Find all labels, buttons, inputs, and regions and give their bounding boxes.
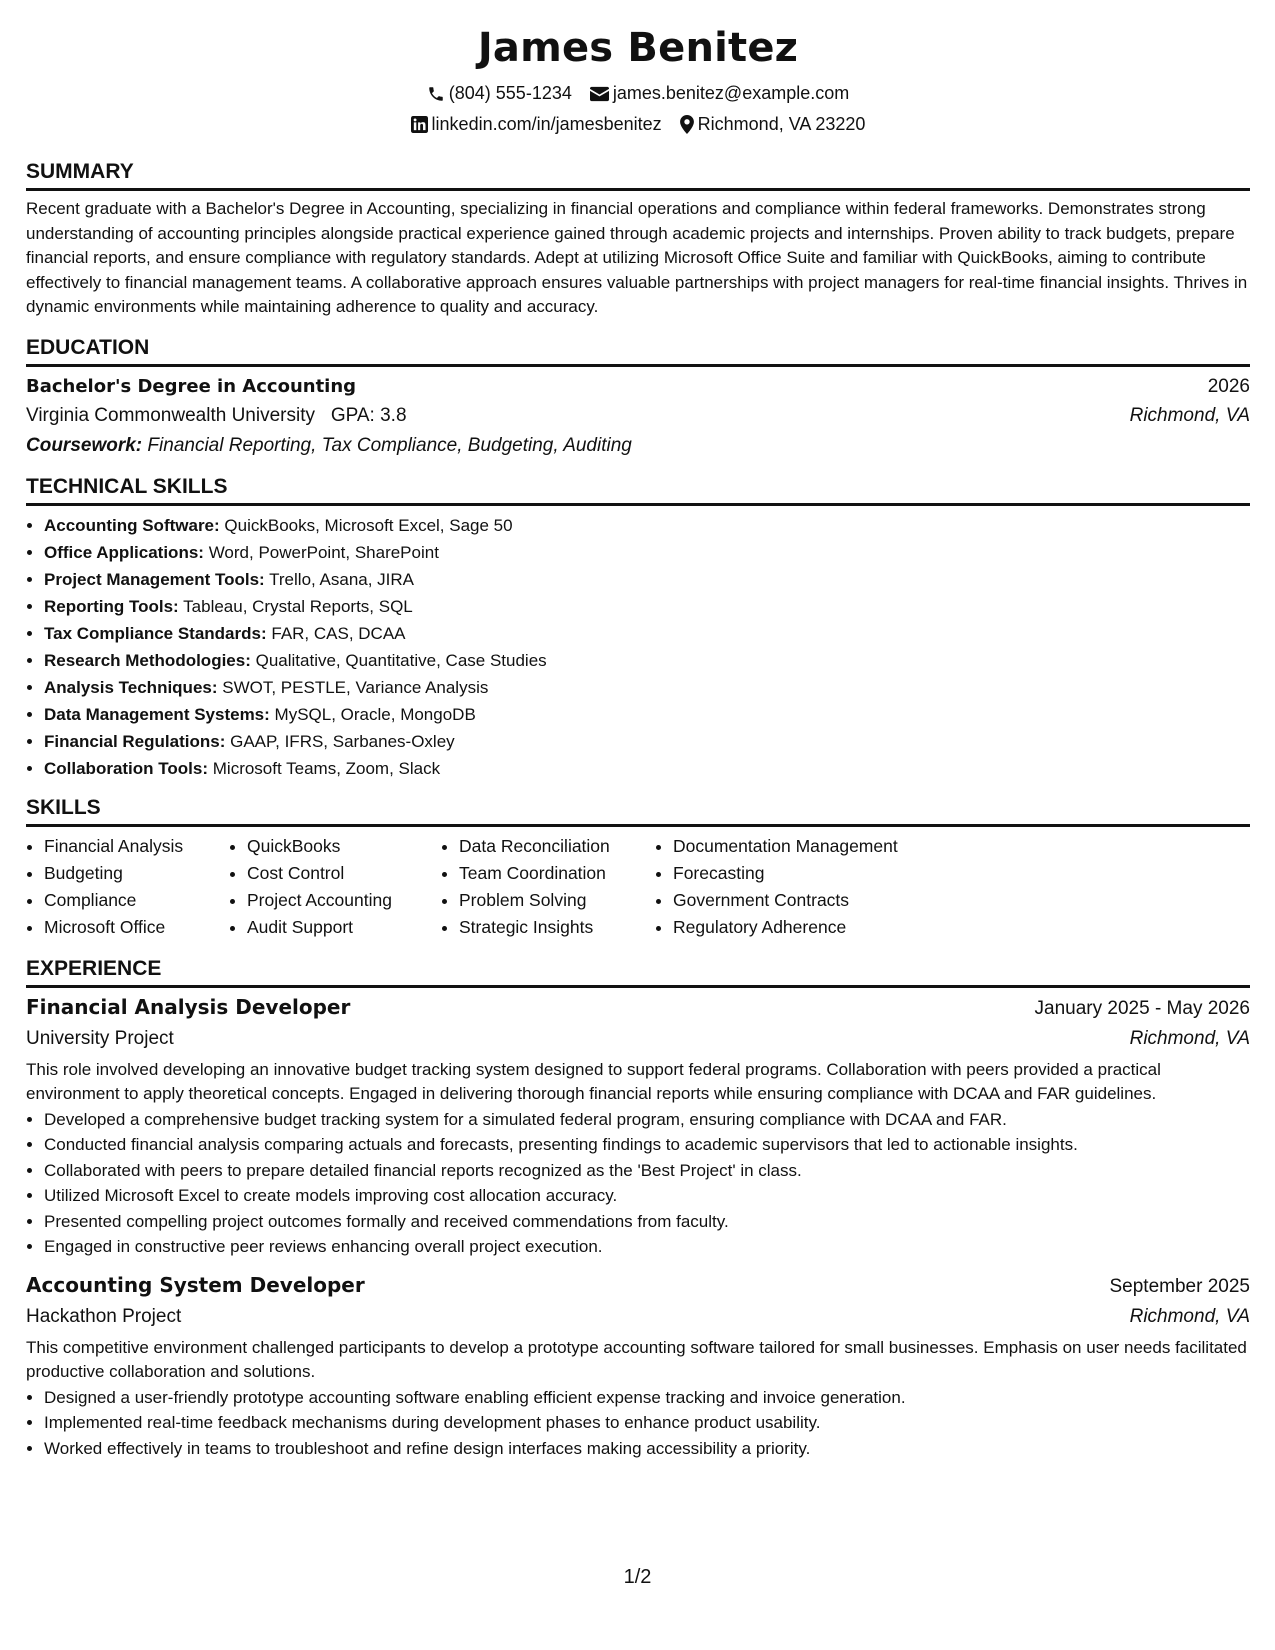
skills-section [26,794,1250,941]
degree-name: Bachelor's Degree in Accounting [26,375,357,397]
coursework-list: Financial Reporting, Tax Compliance, Budgeting, Auditing [147,434,632,456]
skill-item: • Financial Analysis [44,833,229,860]
skill-item: • Audit Support [247,914,441,941]
skills-column [229,833,441,941]
technical-skill-label: Project Management Tools: [44,569,265,589]
location-text: Richmond, VA 23220 [697,114,866,134]
summary-heading: SUMMARY [26,158,1250,191]
technical-skill-item [44,674,1250,701]
skills-heading: SKILLS [26,794,1250,827]
job-bullet: • Engaged in constructive peer reviews enhancing overall project execution. [44,1234,1250,1260]
technical-skill-value: Qualitative, Quantitative, Case Studies [255,650,547,670]
map-pin-icon [680,115,694,134]
technical-skill-item [44,539,1250,566]
coursework [26,431,1250,461]
job-bullet-list [26,1107,1250,1260]
job-bullet: • Collaborated with peers to prepare detailed financial reports recognized as the 'Best Project' in class. [44,1158,1250,1184]
experience-entry [26,1270,1250,1462]
technical-skill-label: Collaboration Tools: [44,758,209,778]
gpa: GPA: 3.8 [330,404,407,426]
contact-row-secondary [26,109,1250,140]
skill-item: • Documentation Management [673,833,973,860]
phone-text: (804) 555-1234 [448,83,572,103]
school-info [26,401,407,431]
job-description: This role involved developing an innovative budget tracking system designed to support federal programs. Collaboration with peers provided a practical environment to apply theoretical concepts. Engaged in delivering thorough financial reports while ensuring compliance with DCAA and FAR guidelines. [26,1059,1161,1103]
job-bullet: • Utilized Microsoft Excel to create models improving cost allocation accuracy. [44,1183,1250,1209]
skill-item: • Budgeting [44,860,229,887]
job-title: Accounting System Developer [26,1272,365,1297]
coursework-label: Coursework: [26,434,143,456]
education-school-row [26,401,1250,431]
technical-skill-item [44,647,1250,674]
technical-skill-item [44,701,1250,728]
skill-item: • QuickBooks [247,833,441,860]
email-text: james.benitez@example.com [612,83,850,103]
skill-item: • Microsoft Office [44,914,229,941]
technical-skills-section [26,473,1250,782]
job-bullet: • Conducted financial analysis comparing actuals and forecasts, presenting findings to academic supervisors that led to actionable insights. [44,1132,1250,1158]
technical-skill-value: MySQL, Oracle, MongoDB [274,704,476,724]
contact-location [680,109,866,140]
technical-skills-list [26,512,1250,782]
technical-skill-label: Data Management Systems: [44,704,270,724]
skills-column [655,833,973,941]
job-bullet: • Worked effectively in teams to troubleshoot and refine design interfaces making accessibility a priority. [44,1436,1250,1462]
skill-item: • Forecasting [673,860,973,887]
technical-skill-label: Reporting Tools: [44,596,179,616]
contact-linkedin[interactable] [411,109,662,140]
technical-skill-item [44,512,1250,539]
skill-item: • Strategic Insights [459,914,655,941]
phone-icon [427,85,445,103]
technical-skill-label: Office Applications: [44,542,204,562]
skill-item: • Compliance [44,887,229,914]
job-description: This competitive environment challenged participants to develop a prototype accounting software tailored for small businesses. Emphasis on user needs facilitated productive collaboration and solutions. [26,1337,1247,1381]
linkedin-icon [411,116,428,133]
job-bullet: • Implemented real-time feedback mechanisms during development phases to enhance product usability. [44,1410,1250,1436]
technical-skill-value: Microsoft Teams, Zoom, Slack [212,758,441,778]
technical-skill-value: QuickBooks, Microsoft Excel, Sage 50 [224,515,513,535]
skill-item: • Regulatory Adherence [673,914,973,941]
technical-skill-value: Word, PowerPoint, SharePoint [208,542,439,562]
technical-skill-label: Analysis Techniques: [44,677,218,697]
technical-skill-label: Research Methodologies: [44,650,251,670]
job-dates: September 2025 [1109,1275,1250,1297]
skills-column [441,833,655,941]
experience-list [26,992,1250,1462]
job-dates: January 2025 - May 2026 [1034,997,1250,1019]
technical-skill-item [44,728,1250,755]
job-bullet: • Designed a user-friendly prototype accounting software enabling efficient expense tracking and invoice generation. [44,1385,1250,1411]
skill-item: • Cost Control [247,860,441,887]
technical-skill-value: GAAP, IFRS, Sarbanes-Oxley [230,731,455,751]
job-organization: University Project [26,1027,174,1049]
page-number: 1/2 [623,1566,652,1588]
school-location: Richmond, VA [1129,404,1250,426]
education-header-row [26,373,1250,401]
experience-heading: EXPERIENCE [26,955,1250,988]
graduation-year: 2026 [1207,375,1250,397]
technical-skill-value: Trello, Asana, JIRA [269,569,415,589]
school-name: Virginia Commonwealth University [26,404,315,426]
technical-skill-value: FAR, CAS, DCAA [271,623,406,643]
job-org-row [26,1302,1250,1332]
skill-item: • Team Coordination [459,860,655,887]
technical-skill-item [44,593,1250,620]
job-title: Financial Analysis Developer [26,994,351,1019]
education-section [26,334,1250,461]
summary-section [26,158,1250,320]
job-location: Richmond, VA [1129,1027,1250,1049]
resume-page [26,18,1250,1461]
technical-skill-item [44,620,1250,647]
skills-column [26,833,229,941]
job-location: Richmond, VA [1129,1305,1250,1327]
skills-grid [26,833,1250,941]
job-header-row [26,992,1250,1024]
contact-phone [427,78,572,109]
candidate-name: James Benitez [477,25,799,71]
technical-skill-value: Tableau, Crystal Reports, SQL [183,596,413,616]
technical-skill-label: Tax Compliance Standards: [44,623,267,643]
job-bullet: • Developed a comprehensive budget tracking system for a simulated federal program, ensuring compliance with DCAA and FAR. [44,1107,1250,1133]
technical-skill-item [44,755,1250,782]
skill-item: • Government Contracts [673,887,973,914]
envelope-icon [590,86,609,102]
linkedin-text: linkedin.com/in/jamesbenitez [431,114,662,134]
summary-text: Recent graduate with a Bachelor's Degree in Accounting, specializing in financial operations and compliance within federal frameworks. Demonstrates strong understanding of accounting principles alongside practical experience gained through academic projects and internships. Proven ability to track budgets, prepare financial reports, and ensure compliance with regulatory standards. Adept at utilizing Microsoft Office Suite and familiar with QuickBooks, aiming to contribute effectively to financial management teams. A collaborative approach ensures valuable partnerships with project managers for real-time financial insights. Thrives in dynamic environments while maintaining adherence to quality and accuracy. [26,199,1248,316]
job-header-row [26,1270,1250,1302]
technical-skill-label: Financial Regulations: [44,731,226,751]
technical-skill-item [44,566,1250,593]
skill-item: • Problem Solving [459,887,655,914]
skill-item: • Project Accounting [247,887,441,914]
skill-item: • Data Reconciliation [459,833,655,860]
job-bullet-list [26,1385,1250,1462]
technical-skill-label: Accounting Software: [44,515,220,535]
technical-skills-heading: TECHNICAL SKILLS [26,473,1250,506]
education-heading: EDUCATION [26,334,1250,367]
job-bullet: • Presented compelling project outcomes formally and received commendations from faculty. [44,1209,1250,1235]
job-org-row [26,1024,1250,1054]
contact-row-primary [26,78,1250,109]
experience-section [26,955,1250,1462]
technical-skill-value: SWOT, PESTLE, Variance Analysis [222,677,489,697]
contact-email[interactable] [590,78,849,109]
job-organization: Hackathon Project [26,1305,182,1327]
experience-entry [26,992,1250,1260]
